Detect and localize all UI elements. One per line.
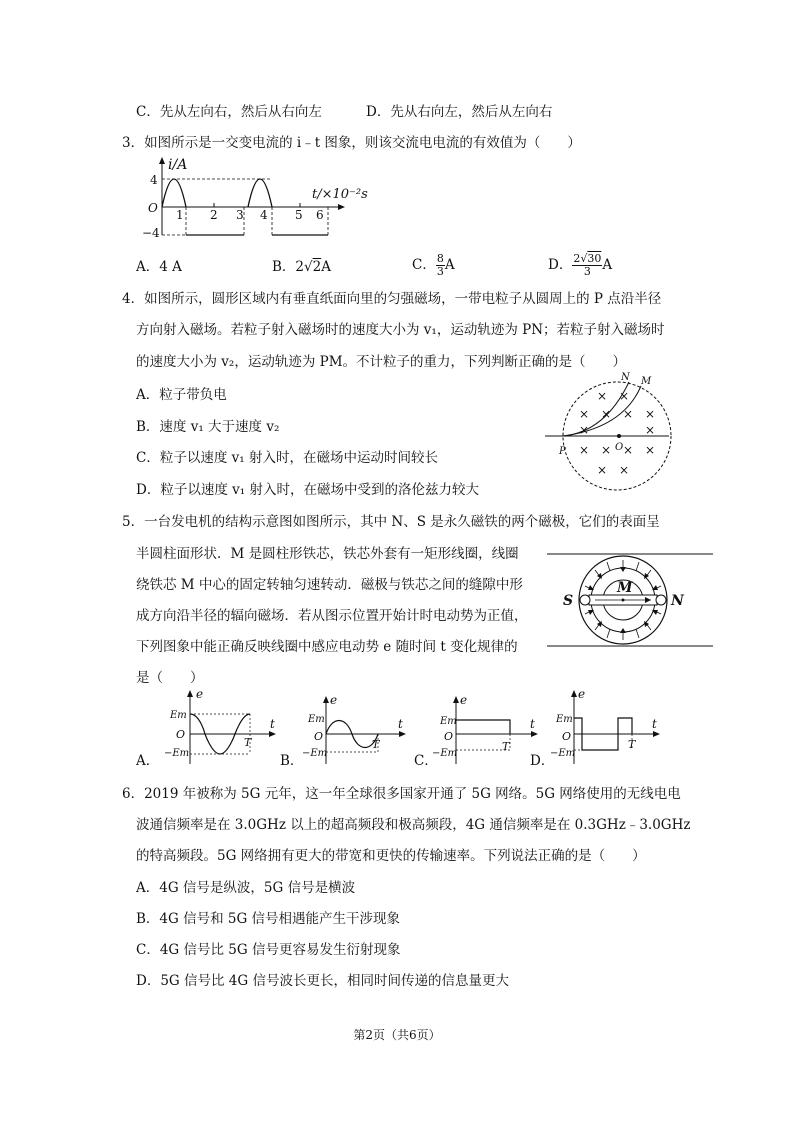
q3-xtick-5: 5 <box>295 208 303 222</box>
q3-option-d-prefix: D． <box>548 257 573 273</box>
q5-label-m: M <box>617 580 633 596</box>
svg-text:e: e <box>196 687 204 701</box>
svg-text:T: T <box>502 740 510 753</box>
q3-xlabel: t/×10⁻²s <box>312 187 368 202</box>
svg-text:×: × <box>623 443 634 457</box>
svg-text:×: × <box>619 389 630 403</box>
svg-text:Em: Em <box>308 714 325 725</box>
page-footer: 第2页（共6页） <box>353 1028 441 1042</box>
q3-xtick-2: 2 <box>210 208 218 222</box>
svg-text:O: O <box>444 730 454 743</box>
svg-text:×: × <box>619 463 630 477</box>
svg-text:×: × <box>645 443 656 457</box>
q3-option-b <box>272 258 331 276</box>
q3-option-b-unit: A <box>321 259 331 275</box>
svg-text:Em: Em <box>170 710 187 721</box>
q6-line-2: 波通信频率是在 3.0GHz 以上的超高频段和极高频段，4G 通信频率是在 0.3GHz﹣3.0GHz <box>136 817 691 833</box>
svg-text:O: O <box>562 730 572 743</box>
svg-text:×: × <box>579 423 590 437</box>
sqrt-icon: √ <box>304 259 313 275</box>
q5-option-c-graph <box>430 694 545 768</box>
q5-line-6: 是（ ） <box>136 670 204 686</box>
q4-magnetic-field-diagram <box>545 370 685 500</box>
q3-xtick-6: 6 <box>316 208 324 222</box>
q5-option-b-label: B． <box>280 753 304 769</box>
svg-text:t: t <box>270 717 275 731</box>
q3-option-c-fraction: $\frac{8}{3}$ <box>436 252 444 278</box>
q4-line-2: 方向射入磁场。若粒子射入磁场时的速度大小为 v₁，运动轨迹为 PN；若粒子射入磁场时 <box>136 322 665 338</box>
q6-option-b: B．4G 信号和 5G 信号相遇能产生干涉现象 <box>136 911 401 927</box>
q5-line-5: 下列图象中能正确反映线圈中感应电动势 e 随时间 t 变化规律的 <box>136 639 518 655</box>
q6-option-d: D．5G 信号比 4G 信号波长更长，相同时间传递的信息量更大 <box>136 973 509 989</box>
svg-text:t: t <box>398 717 403 731</box>
q4-option-c: C．粒子以速度 v₁ 射入时，在磁场中运动时间较长 <box>136 450 438 466</box>
q2-option-c: C．先从左向右，然后从右向左 <box>136 104 322 120</box>
q5-option-c-label: C． <box>414 753 438 769</box>
svg-text:T: T <box>372 738 380 751</box>
q2-option-d: D．先从右向左，然后从左向右 <box>366 104 553 120</box>
q6-line-3: 的特高频段。5G 网络拥有更大的带宽和更快的传输速率。下列说法正确的是（ ） <box>136 848 646 864</box>
q5-line-3: 绕铁芯 M 中心的固定转轴匀速转动．磁极与铁芯之间的缝隙中形 <box>136 577 523 593</box>
svg-text:×: × <box>597 463 608 477</box>
svg-text:t: t <box>652 717 657 731</box>
q5-option-a-label: A． <box>136 753 160 769</box>
svg-text:e: e <box>578 687 586 701</box>
q5-line-2: 半圆柱面形状．M 是圆柱形铁芯，铁芯外套有一矩形线圈，线圈 <box>136 546 519 562</box>
svg-text:×: × <box>601 443 612 457</box>
svg-text:T: T <box>628 738 636 751</box>
svg-text:−Em: −Em <box>550 748 576 759</box>
svg-text:T: T <box>244 736 252 749</box>
q5-option-d-label: D． <box>530 753 555 769</box>
svg-text:×: × <box>579 443 590 457</box>
q5-option-a-graph <box>150 688 280 768</box>
svg-text:Em: Em <box>440 716 457 727</box>
svg-text:Em: Em <box>556 714 573 725</box>
q5-label-n: N <box>671 593 684 609</box>
sqrt-icon: √ <box>580 252 588 265</box>
q3-xtick-4: 4 <box>260 208 268 222</box>
svg-text:×: × <box>645 407 656 421</box>
q3-xtick-3: 3 <box>236 208 244 222</box>
svg-text:−Em: −Em <box>302 748 328 759</box>
q3-option-b-radicand: 2 <box>312 259 322 275</box>
q3-option-c-unit: A <box>444 257 455 273</box>
q5-line-4: 成方向沿半径的辐向磁场．若从图示位置开始计时电动势为正值， <box>136 608 528 624</box>
q4-line-1: 4．如图所示，圆形区域内有垂直纸面向里的匀强磁场，一带电粒子从圆周上的 P 点沿半径 <box>122 291 662 307</box>
svg-text:t: t <box>530 717 535 731</box>
q6-option-c: C．4G 信号比 5G 信号更容易发生衍射现象 <box>136 942 401 958</box>
q3-option-b-prefix: B．2 <box>272 259 305 275</box>
svg-text:e: e <box>330 693 338 707</box>
q4-line-3: 的速度大小为 v₂，运动轨迹为 PM。不计粒子的重力，下列判断正确的是（ ） <box>136 354 627 370</box>
svg-text:×: × <box>597 389 608 403</box>
q6-line-1: 6．2019 年被称为 5G 元年，这一年全球很多国家开通了 5G 网络。5G 网络使用的无线电电 <box>122 786 681 802</box>
q3-option-d <box>548 250 612 280</box>
q4-label-n: N <box>621 372 630 383</box>
q3-option-c <box>412 250 455 280</box>
q4-label-m: M <box>641 376 652 387</box>
q4-option-a: A．粒子带负电 <box>136 387 227 403</box>
q3-option-d-fraction: $\frac{2√30}{3}$ <box>573 252 602 278</box>
q3-option-c-prefix: C． <box>412 257 436 273</box>
q4-option-d: D．粒子以速度 v₁ 射入时，在磁场中受到的洛伦兹力较大 <box>136 482 479 498</box>
svg-text:×: × <box>601 407 612 421</box>
q4-option-b: B．速度 v₁ 大于速度 v₂ <box>136 419 280 435</box>
q5-option-b-graph <box>292 694 412 768</box>
q6-option-a: A．4G 信号是纵波，5G 信号是横波 <box>136 880 356 896</box>
q5-label-s: S <box>563 593 574 609</box>
q3-y-pos: 4 <box>150 173 158 187</box>
svg-text:O: O <box>176 728 186 741</box>
svg-text:×: × <box>623 407 634 421</box>
q5-line-1: 5．一台发电机的结构示意图如图所示，其中 N、S 是永久磁铁的两个磁极，它们的表面呈 <box>122 514 660 530</box>
q5-option-d-graph <box>544 688 669 768</box>
q3-stem: 3．如图所示是一交变电流的 i﹣t 图象，则该交流电电流的有效值为（ ） <box>122 135 581 151</box>
q3-xtick-1: 1 <box>176 208 184 222</box>
q4-label-p: P <box>559 446 566 457</box>
q3-ylabel: i/A <box>168 157 188 173</box>
q3-option-d-unit: A <box>602 257 613 273</box>
q3-current-graph <box>140 155 380 245</box>
svg-text:−Em: −Em <box>432 748 458 759</box>
svg-text:−Em: −Em <box>164 748 190 759</box>
svg-text:×: × <box>645 423 656 437</box>
q3-option-a: A．4 A <box>136 259 182 275</box>
svg-text:O: O <box>314 730 324 743</box>
svg-text:e: e <box>460 693 468 707</box>
svg-text:×: × <box>579 407 590 421</box>
q4-label-o: O <box>615 442 624 453</box>
q3-y-neg: −4 <box>142 226 160 240</box>
q5-generator-diagram <box>545 548 715 652</box>
q3-origin: O <box>148 201 158 215</box>
